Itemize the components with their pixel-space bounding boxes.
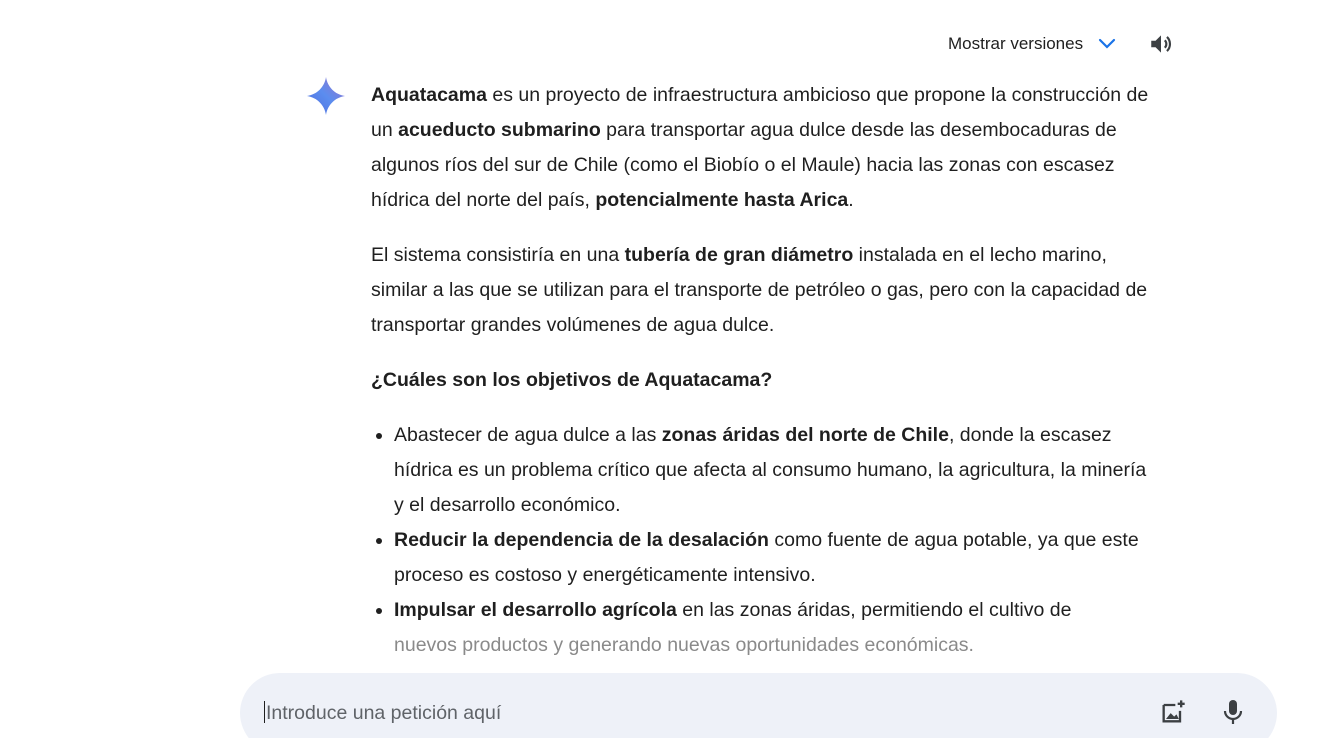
prompt-input[interactable] <box>264 697 1128 729</box>
chevron-down-icon <box>1097 34 1117 54</box>
objectives-heading: ¿Cuáles son los objetivos de Aquatacama? <box>371 369 773 391</box>
list-item <box>394 418 1161 523</box>
text-span: , donde la escasez hídrica es un problema crítico que afecta al consumo humano, la agricultura, la minería y el desarrollo económico. <box>394 424 1147 516</box>
bold-text: tubería de gran diámetro <box>624 244 854 266</box>
response-text <box>371 78 1161 663</box>
text-span: Abastecer de agua dulce a las <box>394 424 662 446</box>
show-versions-label: Mostrar versiones <box>948 34 1084 53</box>
bold-text: Reducir la dependencia de la desalación <box>394 529 769 551</box>
text-span: para transportar agua dulce desde las desembocaduras de algunos ríos del sur de Chile (como el Biobío o el Maule) hacia las zonas con escasez hídrica del norte del país, <box>371 119 1117 211</box>
bold-text: Impulsar el desarrollo agrícola <box>394 599 677 621</box>
list-item <box>394 523 1161 593</box>
microphone-icon[interactable] <box>1218 697 1248 727</box>
response-toolbar <box>940 26 1175 62</box>
faded-text: nuevos productos y generando nuevas oportunidades económicas. <box>394 634 974 656</box>
gemini-sparkle-icon <box>306 76 346 116</box>
text-span: El sistema consistiría en una <box>371 244 625 266</box>
objectives-list <box>371 418 1161 663</box>
text-span: es un proyecto de infraestructura ambicioso que propone la construcción de un <box>371 84 1149 141</box>
prompt-bar <box>240 673 1277 738</box>
text-span: como fuente de agua potable, ya que este proceso es costoso y energéticamente intensivo. <box>394 529 1139 586</box>
bold-text: acueducto submarino <box>398 119 601 141</box>
text-cursor <box>264 701 265 723</box>
bold-text: potencialmente hasta Arica <box>595 189 849 211</box>
list-item <box>394 593 1161 663</box>
volume-icon[interactable] <box>1147 30 1175 58</box>
text-span: instalada en el lecho marino, similar a las que se utilizan para el transporte de petróleo o gas, pero con la capacidad de transportar grandes volúmenes de agua dulce. <box>371 244 1148 336</box>
text-span: . <box>848 189 854 211</box>
show-versions-button[interactable] <box>940 26 1125 62</box>
response-paragraph-1 <box>371 78 1161 218</box>
response-paragraph-2 <box>371 238 1161 343</box>
add-image-icon[interactable] <box>1158 697 1188 727</box>
text-span: en las zonas áridas, permitiendo el cultivo de <box>676 599 1072 621</box>
bold-text: zonas áridas del norte de Chile <box>661 424 949 446</box>
bold-text: Aquatacama <box>371 84 487 106</box>
